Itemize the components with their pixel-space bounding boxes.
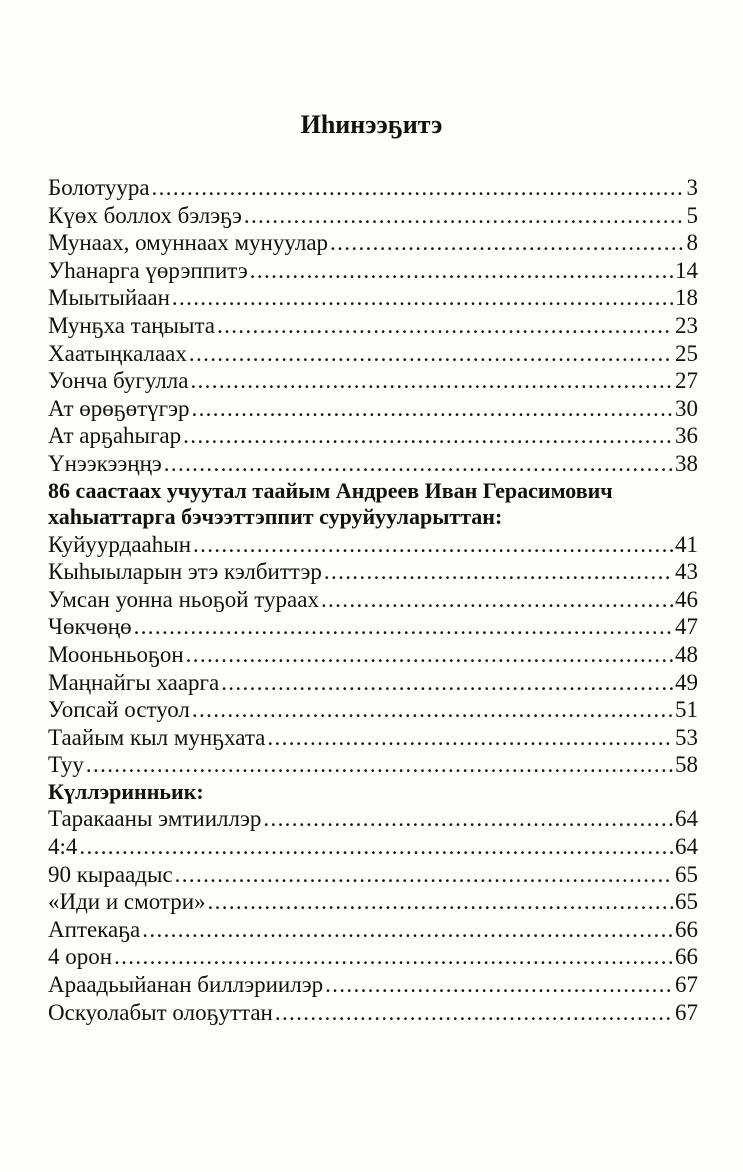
dot-leader (152, 174, 685, 202)
toc-entry-page: 38 (675, 450, 698, 476)
toc-entry-title: Күөх боллох бэлэҕэ (48, 202, 242, 228)
toc-entry-page: 36 (675, 423, 698, 449)
toc-entry (48, 805, 698, 833)
dot-leader (191, 395, 673, 423)
toc-entry (48, 861, 698, 889)
toc-entry (48, 395, 698, 423)
toc-entry-title: Чөкчөңө (48, 614, 132, 640)
toc-entry-title: «Иди и смотри» (48, 889, 206, 915)
dot-leader (142, 916, 673, 944)
toc-entry-page: 65 (675, 889, 698, 915)
toc-entry-page: 49 (675, 669, 698, 695)
section-heading-kullerinnik: Күллэринньик: (48, 778, 204, 804)
toc-entry-title: Кыһыыларын этэ кэлбиттэр (48, 559, 322, 585)
toc-entry-title: Араадьыйанан биллэриилэр (48, 971, 324, 997)
dot-leader (192, 696, 673, 724)
dot-leader (275, 999, 673, 1027)
toc-entry-page: 66 (675, 916, 698, 942)
dot-leader (321, 586, 673, 614)
toc-part-1 (48, 174, 698, 478)
toc-entry-title: Уонча бугулла (48, 368, 189, 394)
toc-entry (48, 999, 698, 1027)
toc-entry-page: 46 (675, 586, 698, 612)
toc-entry-title: Үнээкээңңэ (48, 450, 162, 476)
dot-leader (221, 669, 673, 697)
dot-leader (217, 312, 673, 340)
toc-entry (48, 340, 698, 368)
toc-entry-page: 48 (675, 641, 698, 667)
toc-entry-title: Мунҕха таңыыта (48, 312, 215, 338)
toc-entry-title: Таракааны эмтииллэр (48, 806, 262, 832)
dot-leader (330, 229, 684, 257)
toc-entry (48, 943, 698, 971)
toc-entry-page: 67 (675, 999, 698, 1025)
toc-entry (48, 367, 698, 395)
toc-entry-title: Таайым кыл мунҕхата (48, 724, 266, 750)
dot-leader (86, 751, 673, 779)
toc-entry-title: Хаатыңкалаах (48, 340, 187, 366)
dot-leader (190, 367, 673, 395)
dot-leader (164, 450, 673, 478)
dot-leader (244, 202, 685, 230)
toc-entry-title: Аптекаҕа (48, 916, 141, 942)
toc-entry (48, 422, 698, 450)
toc-entry-title: Куйуурдааһын (48, 531, 191, 557)
toc-entry-page: 23 (675, 312, 698, 338)
dot-leader (189, 340, 673, 368)
toc-entry-title: Ат өрөҕөтүгэр (48, 395, 190, 421)
toc-entry (48, 174, 698, 202)
toc-entry-title: Болотуура (48, 175, 150, 200)
toc-entry (48, 888, 698, 916)
toc-entry-page: 51 (675, 697, 698, 723)
dot-leader (324, 558, 673, 586)
toc-entry-title: Мооньньоҕон (48, 641, 184, 667)
table-of-contents (48, 174, 698, 1026)
toc-entry-title: 90 кыраадыс (48, 861, 173, 887)
toc-entry-page: 41 (675, 531, 698, 557)
toc-entry (48, 257, 698, 285)
section-heading-line-2: хаһыаттарга бэчээттэппит суруйууларыттан: (48, 504, 503, 530)
dot-leader (250, 257, 673, 285)
toc-entry-page: 64 (675, 806, 698, 832)
toc-entry-title: Оскуолабыт олоҕуттан (48, 999, 273, 1025)
toc-entry-title: 4:4 (48, 833, 78, 859)
toc-entry-page: 43 (675, 559, 698, 585)
dot-leader (172, 284, 673, 312)
toc-entry-title: Мунаах, омуннаах мунуулар (48, 230, 329, 256)
toc-entry (48, 971, 698, 999)
toc-entry-title: Уһанарга үөрэппитэ (48, 257, 248, 283)
toc-entry-title: Маңнайгы хаарга (48, 669, 220, 695)
dot-leader (175, 861, 673, 889)
dot-leader (267, 724, 673, 752)
dot-leader (186, 641, 673, 669)
toc-entry-title: Умсан уонна ньоҕой тураах (48, 586, 319, 612)
dot-leader (193, 531, 673, 559)
toc-entry (48, 833, 698, 861)
toc-entry (48, 696, 698, 724)
toc-entry-title: Мыытыйаан (48, 285, 170, 311)
toc-entry-page: 5 (686, 202, 698, 228)
toc-entry-page: 67 (675, 971, 698, 997)
toc-entry-page: 65 (675, 861, 698, 887)
dot-leader (114, 943, 673, 971)
toc-entry-page: 18 (675, 285, 698, 311)
toc-entry-page: 27 (675, 368, 698, 394)
dot-leader (183, 422, 673, 450)
toc-entry (48, 312, 698, 340)
toc-entry (48, 669, 698, 697)
dot-leader (208, 888, 673, 916)
toc-entry (48, 558, 698, 586)
toc-entry-page: 58 (675, 752, 698, 778)
toc-entry (48, 641, 698, 669)
toc-part-2 (48, 531, 698, 779)
toc-entry-title: Ат арҕаһыгар (48, 423, 182, 449)
toc-entry (48, 751, 698, 779)
toc-entry (48, 724, 698, 752)
toc-entry (48, 284, 698, 312)
section-heading-line-1: 86 саастаах учуутал таайым Андреев Иван Герасимович (48, 477, 613, 503)
toc-part-3 (48, 805, 698, 1026)
toc-entry-page: 8 (686, 230, 698, 256)
toc-entry-page: 30 (675, 395, 698, 421)
toc-entry-page: 25 (675, 340, 698, 366)
dot-leader (79, 833, 673, 861)
toc-entry (48, 531, 698, 559)
toc-entry-page: 47 (675, 614, 698, 640)
toc-entry-title: Уопсай остуол (48, 697, 190, 723)
toc-entry (48, 586, 698, 614)
dot-leader (325, 971, 673, 999)
toc-entry-title: 4 орон (48, 944, 113, 970)
dot-leader (263, 805, 673, 833)
toc-entry (48, 916, 698, 944)
toc-entry-page: 14 (675, 257, 698, 283)
toc-entry-page: 64 (675, 833, 698, 859)
toc-entry (48, 202, 698, 230)
toc-entry (48, 450, 698, 478)
toc-entry (48, 613, 698, 641)
dot-leader (134, 613, 673, 641)
toc-entry-title: Туу (48, 752, 84, 778)
toc-entry-page: 66 (675, 944, 698, 970)
toc-entry-page: 3 (686, 175, 698, 200)
toc-entry (48, 229, 698, 257)
toc-entry-page: 53 (675, 724, 698, 750)
page-title: Иһинээҕитэ (300, 110, 443, 139)
